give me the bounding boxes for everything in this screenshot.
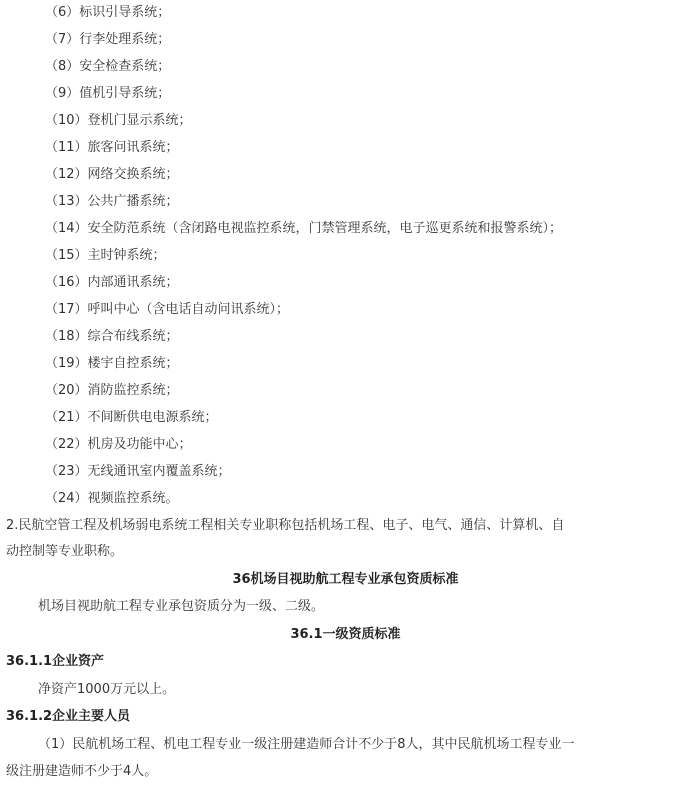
list-item: （17）呼叫中心（含电话自动问讯系统）； <box>45 302 290 317</box>
section-intro: 机场目视助航工程专业承包资质分为一级、二级。 <box>38 599 325 614</box>
clause-heading: 36.1.2企业主要人员 <box>6 709 131 724</box>
list-item: （23）无线通讯室内覆盖系统； <box>45 464 231 479</box>
list-item: （18）综合布线系统； <box>45 329 179 344</box>
list-item: （8）安全检查系统； <box>45 59 171 74</box>
clause-item-line: 级注册建造师不少于4人。 <box>6 764 158 779</box>
list-item: （24）视频监控系统。 <box>45 491 179 506</box>
list-item: （12）网络交换系统； <box>45 167 179 182</box>
clause-item-line: （1）民航机场工程、机电工程专业一级注册建造师合计不少于8人，其中民航机场工程专业一 <box>38 737 575 752</box>
list-item: （9）值机引导系统； <box>45 86 171 101</box>
list-item: （22）机房及功能中心； <box>45 437 192 452</box>
list-item: （16）内部通讯系统； <box>45 275 179 290</box>
subsection-heading: 36.1一级资质标准 <box>290 627 401 642</box>
list-item: （13）公共广播系统； <box>45 194 179 209</box>
list-item: （14）安全防范系统（含闭路电视监控系统，门禁管理系统，电子巡更系统和报警系统）； <box>45 221 563 236</box>
list-item: （19）楼宇自控系统； <box>45 356 179 371</box>
list-item: （15）主时钟系统； <box>45 248 166 263</box>
clause-body: 净资产1000万元以上。 <box>38 682 176 697</box>
list-item: （7）行李处理系统； <box>45 32 171 47</box>
clause-heading: 36.1.1企业资产 <box>6 654 105 669</box>
section-heading: 36机场目视助航工程专业承包资质标准 <box>232 572 459 587</box>
list-item: （10）登机门显示系统； <box>45 113 192 128</box>
list-item: （11）旅客问讯系统； <box>45 140 179 155</box>
note-paragraph-line: 动控制等专业职称。 <box>6 544 124 559</box>
list-item: （21）不间断供电电源系统； <box>45 410 218 425</box>
list-item: （6）标识引导系统； <box>45 5 171 20</box>
list-item: （20）消防监控系统； <box>45 383 179 398</box>
note-paragraph-line: 2.民航空管工程及机场弱电系统工程相关专业职称包括机场工程、电子、电气、通信、计算机、自 <box>6 518 565 533</box>
